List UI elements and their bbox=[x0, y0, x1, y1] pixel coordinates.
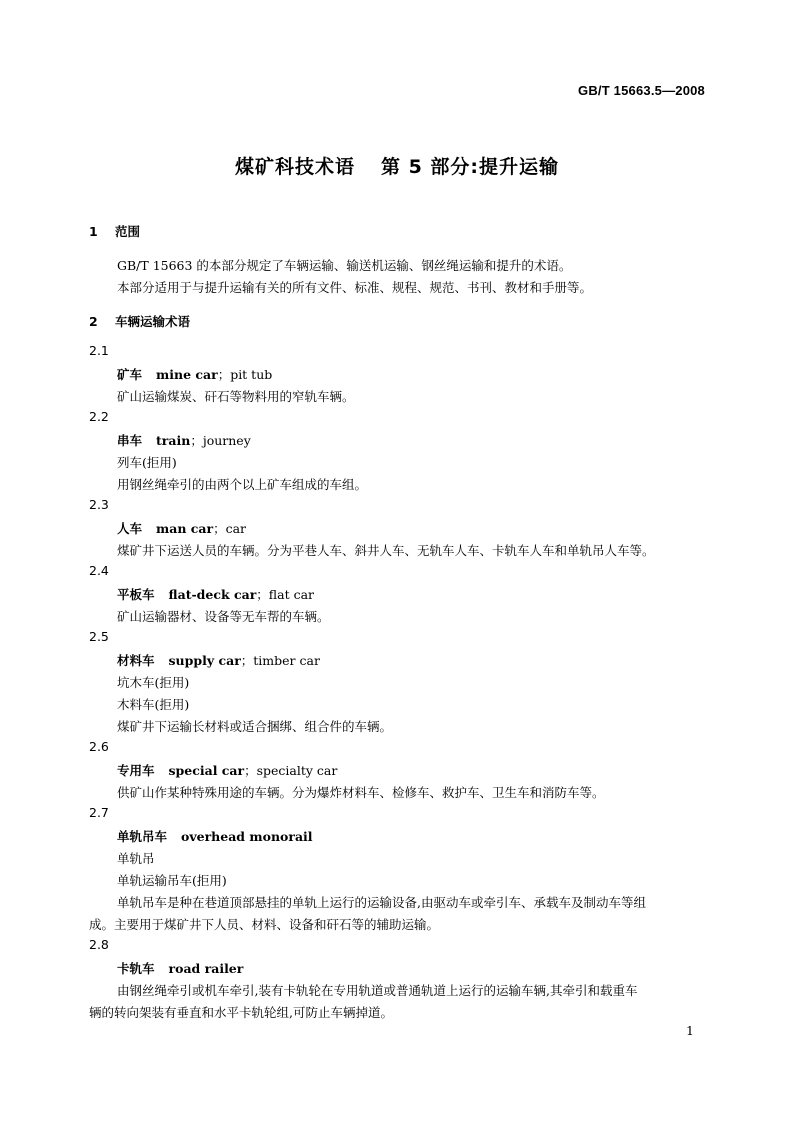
term-zh: 卡轨车 bbox=[117, 961, 155, 976]
term-en: road railer bbox=[168, 961, 244, 976]
definition-line: 矿山运输煤炭、矸石等物料用的窄轨车辆。 bbox=[117, 389, 355, 404]
term-entry bbox=[117, 431, 251, 449]
definition-line: 单轨吊 bbox=[117, 851, 155, 866]
term-entry bbox=[117, 519, 246, 537]
term-entry bbox=[117, 365, 272, 383]
term-en: overhead monorail bbox=[181, 829, 313, 844]
standard-code: GB/T 15663.5—2008 bbox=[578, 83, 705, 98]
clause-number: 2.7 bbox=[89, 805, 109, 820]
clause-number: 2.6 bbox=[89, 739, 109, 754]
definition-line: 列车(拒用) bbox=[117, 455, 177, 470]
term-zh: 人车 bbox=[117, 521, 143, 536]
term-en-alt: ；journey bbox=[190, 433, 251, 448]
section-title: 范围 bbox=[115, 224, 141, 239]
term-en-alt: ；flat car bbox=[256, 587, 314, 602]
term-en: supply car bbox=[168, 653, 241, 668]
term-zh: 专用车 bbox=[117, 763, 155, 778]
term-entry bbox=[117, 761, 337, 779]
clause-number: 2.5 bbox=[89, 629, 109, 644]
term-entry bbox=[117, 651, 320, 669]
term-en: mine car bbox=[156, 367, 218, 382]
definition-line: 煤矿井下运输长材料或适合捆绑、组合件的车辆。 bbox=[117, 719, 393, 734]
definition-line: 成。主要用于煤矿井下人员、材料、设备和矸石等的辅助运输。 bbox=[89, 917, 440, 932]
term-zh: 平板车 bbox=[117, 587, 155, 602]
title-part-b: 第 5 部分:提升运输 bbox=[380, 156, 560, 178]
term-en-alt: ；specialty car bbox=[244, 763, 338, 778]
clause-number: 2.8 bbox=[89, 937, 109, 952]
term-en-alt: ；pit tub bbox=[217, 367, 273, 382]
definition-line: 用钢丝绳牵引的由两个以上矿车组成的车组。 bbox=[117, 477, 368, 492]
term-zh: 矿车 bbox=[117, 367, 143, 382]
clause-number: 2.1 bbox=[89, 343, 109, 358]
definition-line: 单轨吊车是种在巷道顶部悬挂的单轨上运行的运输设备,由驱动车或牵引车、承载车及制动车等组 bbox=[117, 895, 646, 910]
section-heading-scope bbox=[89, 222, 140, 240]
clause-number: 2.2 bbox=[89, 409, 109, 424]
term-zh: 单轨吊车 bbox=[117, 829, 168, 844]
definition-line: 供矿山作某种特殊用途的车辆。分为爆炸材料车、检修车、救护车、卫生车和消防车等。 bbox=[117, 785, 605, 800]
term-zh: 材料车 bbox=[117, 653, 155, 668]
term-en: special car bbox=[168, 763, 245, 778]
clause-number: 2.4 bbox=[89, 563, 109, 578]
term-en-alt: ；car bbox=[213, 521, 247, 536]
term-en: flat-deck car bbox=[168, 587, 257, 602]
term-entry bbox=[117, 585, 314, 603]
term-zh: 串车 bbox=[117, 433, 143, 448]
scope-paragraph: 本部分适用于与提升运输有关的所有文件、标准、规程、规范、书刊、教材和手册等。 bbox=[117, 280, 593, 295]
section-number: 2 bbox=[89, 314, 98, 329]
definition-line: 坑木车(拒用) bbox=[117, 675, 190, 690]
title-part-a: 煤矿科技术语 bbox=[234, 156, 355, 178]
section-number: 1 bbox=[89, 224, 98, 239]
definition-line: 辆的转向架装有垂直和水平卡轨轮组,可防止车辆掉道。 bbox=[89, 1005, 393, 1020]
section-title: 车辆运输术语 bbox=[115, 314, 191, 329]
definition-line: 木料车(拒用) bbox=[117, 697, 190, 712]
term-en: train bbox=[156, 433, 191, 448]
definition-line: 由钢丝绳牵引或机车牵引,装有卡轨轮在专用轨道或普通轨道上运行的运输车辆,其牵引和载重车 bbox=[117, 983, 638, 998]
term-en: man car bbox=[156, 521, 214, 536]
term-entry bbox=[117, 959, 243, 977]
definition-line: 煤矿井下运送人员的车辆。分为平巷人车、斜井人车、无轨车人车、卡轨车人车和单轨吊人车等。 bbox=[117, 543, 655, 558]
clause-number: 2.3 bbox=[89, 497, 109, 512]
document-title bbox=[0, 152, 794, 179]
definition-line: 矿山运输器材、设备等无车帮的车辆。 bbox=[117, 609, 330, 624]
term-en-alt: ；timber car bbox=[240, 653, 320, 668]
page-number: 1 bbox=[686, 1023, 694, 1038]
section-heading-vehicle-transport bbox=[89, 312, 190, 330]
term-entry bbox=[117, 827, 313, 845]
definition-line: 单轨运输吊车(拒用) bbox=[117, 873, 227, 888]
scope-paragraph: GB/T 15663 的本部分规定了车辆运输、输送机运输、钢丝绳运输和提升的术语。 bbox=[117, 258, 572, 273]
